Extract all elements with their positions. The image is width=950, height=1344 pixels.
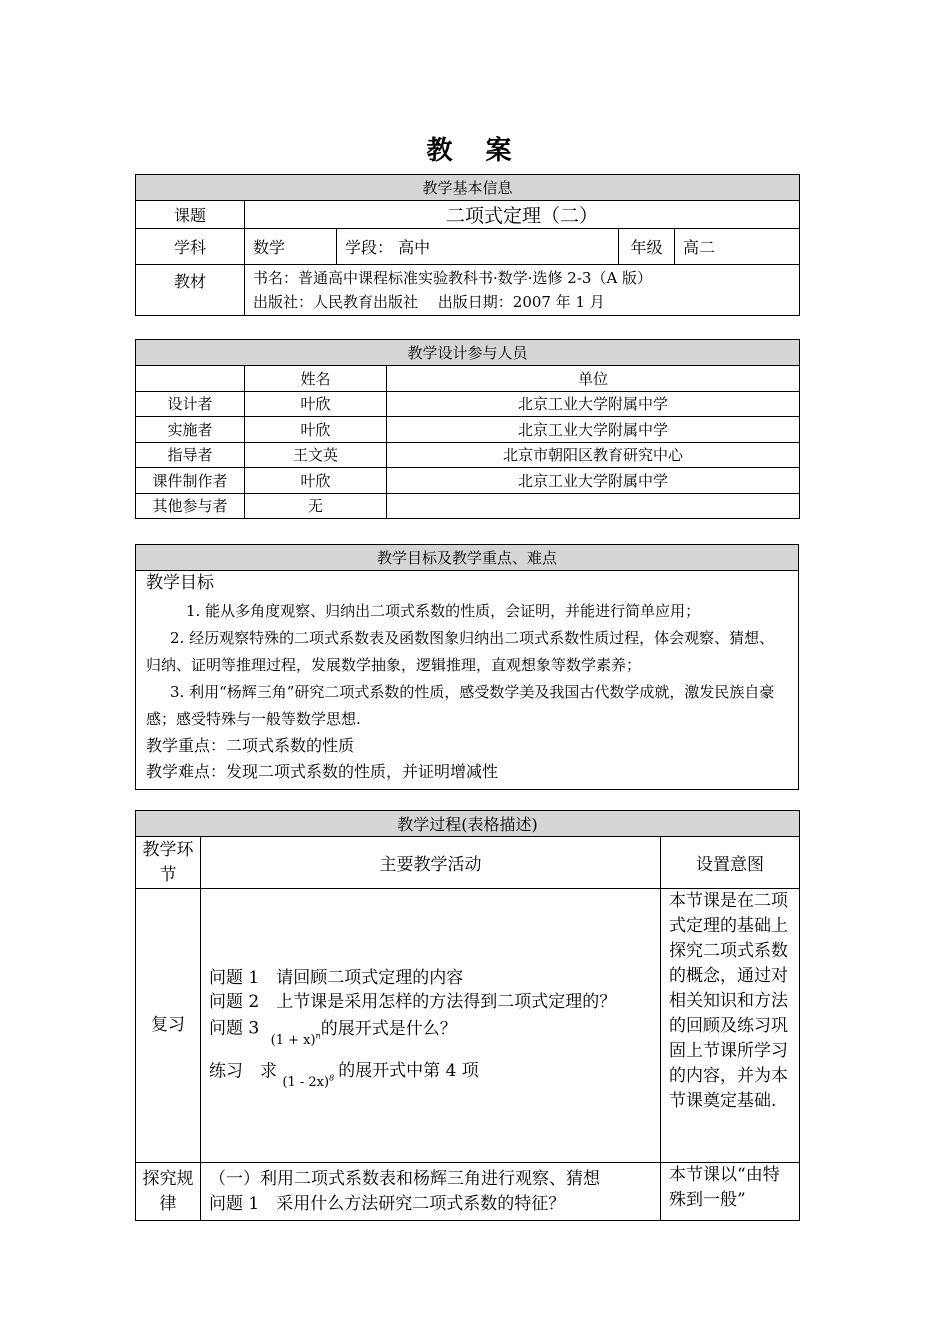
table-row bbox=[136, 493, 800, 519]
difficulty-point: 教学难点：发现二项式系数的性质，并证明增减性 bbox=[146, 762, 499, 781]
role-cell: 实施者 bbox=[136, 417, 245, 443]
name-cell: 叶欣 bbox=[245, 468, 387, 494]
subject-label: 学科 bbox=[136, 229, 245, 265]
participants-table bbox=[135, 339, 800, 519]
goal-item-3: 3. 利用“杨辉三角”研究二项式系数的性质，感受数学美及我国古代数学成就，激发民族自豪感；感受特殊与一般等数学思想. bbox=[146, 683, 775, 728]
unit-cell: 北京工业大学附属中学 bbox=[387, 417, 800, 443]
exercise-suffix: 的展开式中第 4 项 bbox=[338, 1060, 479, 1081]
explore-line-2: 问题 1 采用什么方法研究二项式系数的特征？ bbox=[209, 1193, 566, 1214]
role-cell: 设计者 bbox=[136, 391, 245, 417]
process-table bbox=[135, 810, 800, 1221]
col-unit-header: 单位 bbox=[387, 366, 800, 392]
table-row bbox=[136, 391, 800, 417]
unit-cell: 北京工业大学附属中学 bbox=[387, 391, 800, 417]
stage-cell bbox=[337, 229, 619, 265]
exercise-prefix: 练习 求 bbox=[209, 1060, 277, 1081]
explore-stage: 探究规律 bbox=[136, 1163, 201, 1221]
goals-header: 教学目标及教学重点、难点 bbox=[136, 545, 799, 571]
stage-label: 学段： bbox=[345, 238, 394, 257]
goals-table bbox=[135, 544, 799, 790]
unit-cell bbox=[387, 493, 800, 519]
topic-label: 课题 bbox=[136, 201, 245, 229]
publisher-line: 出版社：人民教育出版社 出版日期：2007 年 1 月 bbox=[253, 293, 605, 311]
goal-item-1: 1. 能从多角度观察、归纳出二项式系数的性质，会证明，并能进行简单应用； bbox=[186, 602, 701, 620]
goal-title: 教学目标 bbox=[146, 573, 214, 593]
review-exercise bbox=[209, 1057, 652, 1090]
table-row bbox=[136, 442, 800, 468]
basic-info-header: 教学基本信息 bbox=[136, 175, 800, 201]
name-cell: 叶欣 bbox=[245, 391, 387, 417]
review-q1: 问题 1 请回顾二项式定理的内容 bbox=[209, 968, 464, 989]
role-cell: 课件制作者 bbox=[136, 468, 245, 494]
unit-cell: 北京市朝阳区教育研究中心 bbox=[387, 442, 800, 468]
role-cell: 其他参与者 bbox=[136, 493, 245, 519]
material-cell bbox=[245, 265, 800, 316]
basic-info-table bbox=[135, 174, 800, 316]
subject-value: 数学 bbox=[245, 229, 337, 265]
material-label: 教材 bbox=[136, 265, 245, 316]
review-intent: 本节课是在二项式定理的基础上探究二项式系数的概念，通过对相关知识和方法的回顾及练习巩固上节课所学习的内容，并为本节课奠定基础. bbox=[661, 889, 800, 1163]
participants-header: 教学设计参与人员 bbox=[136, 340, 800, 366]
q3-suffix: 的展开式是什么？ bbox=[320, 1018, 457, 1039]
key-point: 教学重点：二项式系数的性质 bbox=[146, 736, 355, 755]
explore-line-1: （一）利用二项式系数表和杨辉三角进行观察、猜想 bbox=[209, 1168, 600, 1189]
book-line: 书名：普通高中课程标准实验教科书·数学·选修 2-3（A 版） bbox=[253, 269, 653, 287]
topic-value: 二项式定理（二） bbox=[245, 201, 800, 229]
grade-label: 年级 bbox=[619, 229, 675, 265]
table-row bbox=[136, 417, 800, 443]
explore-activity bbox=[201, 1163, 661, 1221]
document-title: 教 案 bbox=[426, 136, 524, 166]
exercise-formula: (1 - 2x)8 bbox=[282, 1073, 335, 1090]
col-intent-header: 设置意图 bbox=[661, 837, 800, 889]
explore-intent: 本节课以“由特殊到一般” bbox=[661, 1163, 800, 1221]
q3-prefix: 问题 3 bbox=[209, 1018, 260, 1039]
goal-item-2: 2. 经历观察特殊的二项式系数表及函数图象归纳出二项式系数性质过程，体会观察、猜想、归纳、证明等推理过程，发展数学抽象，逻辑推理，直观想象等数学素养； bbox=[146, 629, 775, 674]
goals-cell bbox=[136, 571, 799, 790]
col-name-header: 姓名 bbox=[245, 366, 387, 392]
review-q2: 问题 2 上节课是采用怎样的方法得到二项式定理的？ bbox=[209, 992, 617, 1013]
review-activity bbox=[201, 889, 661, 1163]
review-stage: 复习 bbox=[136, 889, 201, 1163]
empty-cell bbox=[136, 366, 245, 392]
name-cell: 王文英 bbox=[245, 442, 387, 468]
stage-value: 高中 bbox=[398, 238, 431, 257]
grade-value: 高二 bbox=[675, 229, 800, 265]
review-q3 bbox=[209, 1014, 652, 1048]
q3-formula: (1 + x)n bbox=[270, 1031, 321, 1048]
unit-cell: 北京工业大学附属中学 bbox=[387, 468, 800, 494]
name-cell: 叶欣 bbox=[245, 417, 387, 443]
role-cell: 指导者 bbox=[136, 442, 245, 468]
col-stage-header: 教学环节 bbox=[136, 837, 201, 889]
col-activity-header: 主要教学活动 bbox=[201, 837, 661, 889]
table-row bbox=[136, 468, 800, 494]
name-cell: 无 bbox=[245, 493, 387, 519]
process-header: 教学过程(表格描述) bbox=[136, 811, 800, 837]
